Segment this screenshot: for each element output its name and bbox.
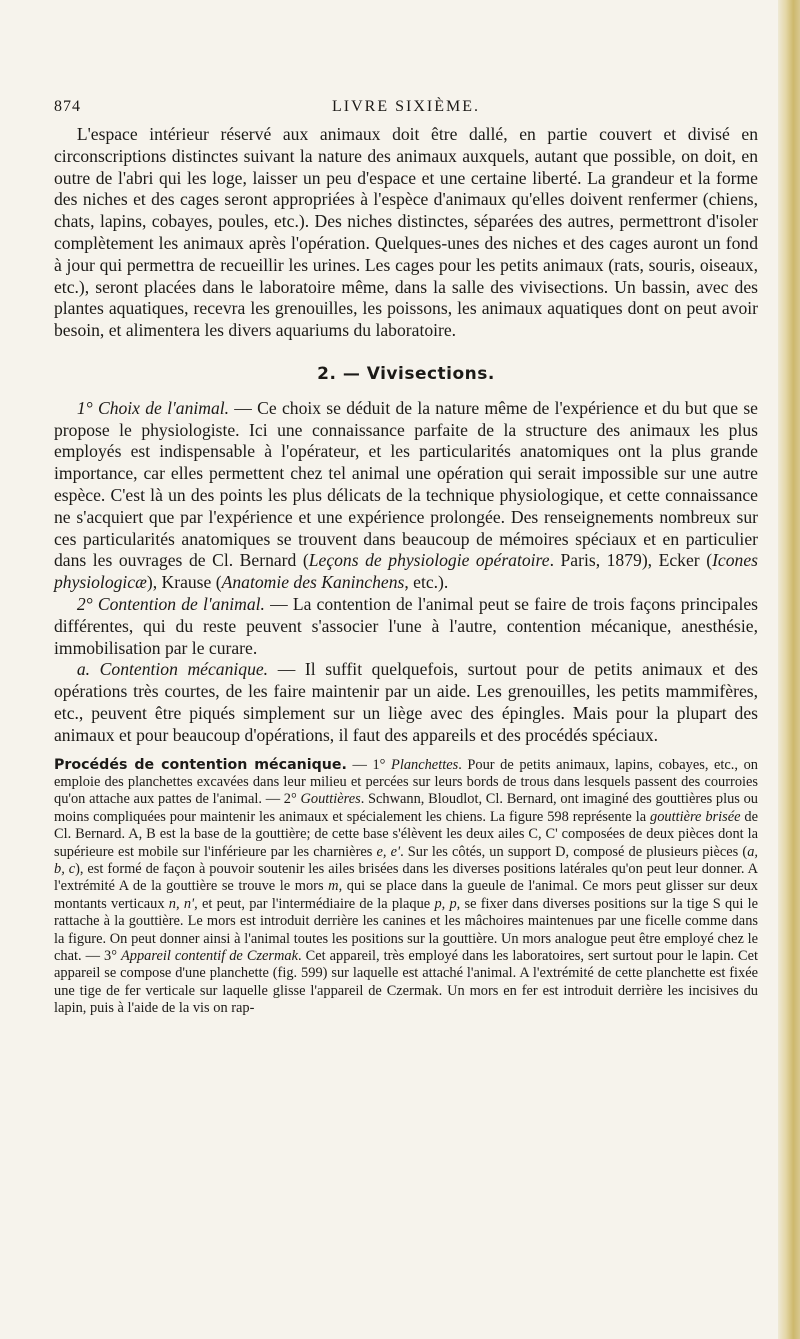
label-e: e, e' <box>376 843 401 860</box>
term-gouttieres: Gouttières <box>300 791 361 808</box>
label-p: p, p <box>434 895 457 912</box>
term-gouttiere-brisee: gouttière brisée <box>650 808 741 825</box>
paragraph-procedes <box>54 757 758 1018</box>
running-title: LIVRE SIXIÈME. <box>332 98 480 115</box>
procedes-text: ), est formé de façon à pouvoir soutenir les ailes brisées dans les diverses positions latérales qu'on peut leur donner. A l'extrémité A de la gouttière se trouve le mors <box>54 860 758 895</box>
procedes-text: . Schwann, Bloudlot, Cl. Bernard, ont imaginé des gouttières plus ou moins compliquées pour maintenir les animaux et spécialement les chiens. La figure 598 représente la <box>54 791 759 825</box>
running-header <box>54 98 758 124</box>
page-number: 874 <box>54 98 81 115</box>
procedes-text: — 1° <box>346 756 392 773</box>
procedes-text: , et peut, par l'intermédiaire de la plaque <box>194 895 435 912</box>
choix-label: 1° Choix de l'animal. <box>76 397 230 418</box>
procedes-text: , se fixer dans diverses positions sur la tige S qui le rattache à la gouttière. Le mors est introduit derrière les canines et les mâchoires maintenues par une ficelle comme dans la figure. On peut donner ainsi à l'animal toutes les positions sur la gouttière. Un mors analogue peut être employé chez le chat. — 3° <box>54 895 758 964</box>
choix-text-b: . Paris, 1879), Ecker ( <box>549 550 713 571</box>
choix-text-c: ), Krause ( <box>146 572 222 593</box>
label-abc: a, b, c <box>54 843 758 877</box>
paragraph-animal-housing: L'espace intérieur réservé aux animaux doit être dallé, en partie couvert et divisé en circonscriptions distinctes suivant la nature des animaux auxquels, autant que possible, on doit, en outre de l'abri qui les loge, laisser un peu d'espace et une certaine liberté. La grandeur et la forme des niches et des cages seront appropriées à l'espèce d'animaux qu'elles doivent renfermer (chiens, chats, lapins, cobayes, poules, etc.). Des niches distinctes, séparées des autres, permettront d'isoler complètement les animaux après l'opération. Quelques-unes des niches et des cages auront un fond à jour qui permettra de recueillir les urines. Les cages pour les petits animaux (rats, souris, oiseaux, etc.), seront placées dans le laboratoire même, dans la salle des vivisections. Un bassin, avec des plantes aquatiques, recevra les grenouilles, les poissons, les animaux aquatiques dont on peut avoir besoin, et alimentera les divers aquariums du laboratoire. <box>54 124 758 341</box>
choix-ref-krause: Anatomie des Kaninchens <box>221 572 405 593</box>
term-planchettes: Planchettes <box>391 756 459 773</box>
page-content <box>54 98 758 1018</box>
label-n: n, n' <box>168 895 195 912</box>
main-text <box>54 124 758 747</box>
procedes-text: . Cet appareil, très employé dans les laboratoires, sert surtout pour le lapin. Cet appareil se compose d'une planchette (fig. 599) sur laquelle est attaché l'animal. A l'extrémité de cette planchette est fixée une tige de fer verticale sur laquelle glisse l'appareil de Czermak. Un mors en fer est introduit derrière les incisives du lapin, puis à l'aide de la vis on rap- <box>54 947 758 1017</box>
section-title: 2. — Vivisections. <box>317 363 495 384</box>
procedes-text: de Cl. Bernard. A, B est la base de la gouttière; de cette base s'élèvent les deux ailes C, C' composées de deux pièces dont la supérieure est mobile sur l'inférieure par les charnières <box>54 808 759 860</box>
choix-text-a: — Ce choix se déduit de la nature même de l'expérience et du but que se propose le physiologiste. Ici une connaissance parfaite de la structure des animaux les plus employés est indispensable à l'opérateur, et les particularités anatomiques ont la plus grande importance, car elles permettent chez tel animal une opération qui serait impossible sur une autre espèce. C'est là un des points les plus délicats de la technique physiologique, et cette connaissance ne s'acquiert que par l'expérience et une expérience prolongée. Des renseignements nombreux sur ces particularités anatomiques se trouvent dans beaucoup de mémoires spéciaux et en particulier dans les ouvrages de Cl. Bernard ( <box>54 397 758 571</box>
paragraph-mecanique <box>54 659 758 746</box>
choix-ref-ecker: Icones physiologicæ <box>54 550 758 593</box>
label-m: m <box>328 878 339 895</box>
term-appareil-czermak: Appareil contentif de Czermak <box>121 947 299 964</box>
mecanique-label: a. Contention mécanique. <box>76 659 269 680</box>
mecanique-text: — Il suffit quelquefois, surtout pour de petits animaux et des opérations très courtes, de les faire maintenir par un aide. Les grenouilles, les petits mammifères, etc., peuvent être piqués simplement sur un liège avec des épingles. Mais pour la plupart des animaux et pour beaucoup d'opérations, il faut des appareils et des procédés spéciaux. <box>54 659 758 745</box>
page-edge <box>778 0 800 1339</box>
procedes-text: . Sur les côtés, un support D, composé de plusieurs pièces ( <box>400 843 748 860</box>
procedes-heading: Procédés de contention mécanique. <box>54 756 347 773</box>
paragraph-contention <box>54 594 758 659</box>
procedes-text: , qui se place dans la gueule de l'animal. Ce mors peut glisser sur deux montants verticaux <box>54 878 758 912</box>
choix-ref-bernard: Leçons de physiologie opératoire <box>308 550 550 571</box>
procedes-text: . Pour de petits animaux, lapins, cobayes, etc., on emploie des planchettes excavées dans leur milieu et percées sur leurs bords de trous dans lesquels passent des courroies qu'on attache aux pattes de l'animal. — 2° <box>54 756 758 808</box>
paragraph-choix <box>54 398 758 594</box>
contention-text: — La contention de l'animal peut se faire de trois façons principales différentes, qui du reste peuvent s'associer l'une à l'autre, contention mécanique, anesthésie, immobilisation par le curare. <box>54 593 758 658</box>
choix-text-d: , etc.). <box>404 572 449 593</box>
contention-label: 2° Contention de l'animal. <box>76 593 265 614</box>
